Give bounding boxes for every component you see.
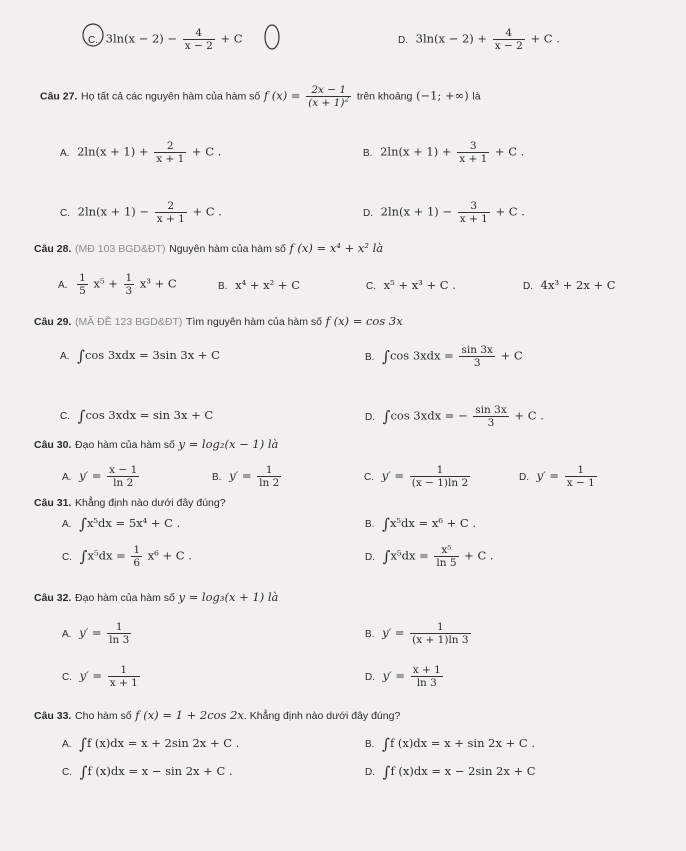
option-label: D. bbox=[523, 281, 533, 292]
option-label: B. bbox=[365, 519, 375, 530]
option-text: x⁵dx = x⁶ + C . bbox=[389, 516, 476, 530]
q27-option-b[interactable] bbox=[363, 140, 524, 165]
option-label: C. bbox=[60, 207, 70, 219]
option-text: + C . bbox=[191, 144, 222, 159]
option-label: D. bbox=[365, 767, 375, 778]
question-text: Đạo hàm của hàm số bbox=[75, 592, 175, 604]
q30-option-a[interactable] bbox=[62, 464, 141, 489]
question-text: Họ tất cả các nguyên hàm của hàm số bbox=[81, 90, 261, 103]
function-expr: y = log₃(x + 1) là bbox=[178, 590, 279, 604]
q33-option-c[interactable] bbox=[62, 764, 233, 780]
option-text: x⁶ + C . bbox=[147, 548, 192, 563]
option-text: 2ln(x + 1) + bbox=[77, 144, 149, 159]
option-text: + C . bbox=[192, 204, 222, 219]
q27-option-d[interactable] bbox=[363, 200, 525, 225]
q33-option-a[interactable] bbox=[62, 736, 239, 752]
option-text: 2ln(x + 1) − bbox=[77, 204, 150, 219]
question-number: Câu 30. bbox=[34, 439, 72, 451]
q30-option-c[interactable] bbox=[364, 464, 472, 489]
option-text: x⁵ + x³ + C . bbox=[383, 278, 456, 292]
integral-sign: ∫ bbox=[382, 407, 391, 426]
option-text: x³ + C bbox=[139, 276, 177, 291]
question-number: Câu 28. bbox=[34, 243, 72, 255]
function-expr: f (x) = 1 + 2cos 2x bbox=[135, 708, 244, 722]
option-text: 2ln(x + 1) − bbox=[380, 204, 453, 219]
function-expr: f (x) = bbox=[263, 88, 301, 103]
q27-stem bbox=[40, 84, 481, 109]
q31-option-b[interactable] bbox=[365, 516, 476, 532]
option-text: y′ = bbox=[536, 468, 560, 483]
question-number: Câu 31. bbox=[34, 497, 72, 509]
option-text: 4x³ + 2x + C bbox=[540, 278, 616, 292]
q30-option-d[interactable] bbox=[519, 464, 599, 489]
option-label: C. bbox=[62, 671, 72, 683]
option-text: y′ = bbox=[381, 468, 405, 483]
fraction: $\frac{x - 1}{\ln 2}$ bbox=[109, 464, 138, 489]
q28-option-d[interactable] bbox=[523, 278, 616, 294]
fraction: $\frac{x + 1}{\ln 3}$ bbox=[412, 664, 441, 689]
option-text: cos 3xdx = sin 3x + C bbox=[85, 408, 214, 422]
handwritten-circle-marks bbox=[80, 20, 280, 56]
q26-option-d[interactable] bbox=[398, 27, 560, 52]
option-label: C. bbox=[62, 551, 72, 563]
option-label: A. bbox=[60, 147, 70, 159]
option-label: A. bbox=[62, 739, 72, 750]
q33-option-d[interactable] bbox=[365, 764, 536, 780]
fraction: $\frac{1}{\ln 3}$ bbox=[109, 621, 130, 646]
question-text: Đạo hàm của hàm số bbox=[75, 439, 175, 451]
option-label: A. bbox=[62, 628, 72, 640]
option-text: y′ = bbox=[229, 468, 252, 483]
fraction: $\frac{4}{x - 2}$ bbox=[184, 27, 213, 52]
option-label: B. bbox=[365, 739, 375, 750]
fraction: $\frac{1}{(x - 1)\ln 2}$ bbox=[411, 464, 469, 489]
q32-option-d[interactable] bbox=[365, 664, 445, 689]
function-expr: y = log₂(x − 1) là bbox=[178, 437, 279, 451]
option-label: A. bbox=[58, 279, 68, 291]
option-label: B. bbox=[365, 351, 375, 363]
fraction: $\frac{1}{6}$ bbox=[133, 544, 141, 569]
option-text: f (x)dx = x + sin 2x + C . bbox=[389, 736, 536, 750]
q27-option-c[interactable] bbox=[60, 200, 222, 225]
fraction: $\frac{2}{x + 1}$ bbox=[156, 200, 185, 225]
option-label: D. bbox=[365, 411, 375, 423]
q31-option-c[interactable] bbox=[62, 544, 192, 569]
q28-option-a[interactable] bbox=[58, 272, 177, 297]
question-number: Câu 32. bbox=[34, 592, 72, 604]
option-text: cos 3xdx = bbox=[389, 348, 454, 363]
question-text: Tìm nguyên hàm của hàm số bbox=[186, 316, 323, 328]
option-label: C. bbox=[366, 281, 376, 292]
fraction: $\frac{1}{(x + 1)\ln 3}$ bbox=[412, 621, 469, 646]
q30-option-b[interactable] bbox=[212, 464, 283, 489]
option-label: C. bbox=[364, 471, 374, 483]
fraction: $\frac{1}{x + 1}$ bbox=[109, 664, 138, 689]
fraction: $\frac{\sin 3x}{3}$ bbox=[461, 344, 493, 369]
option-label: B. bbox=[363, 147, 373, 159]
fraction: $\frac{2}{x + 1}$ bbox=[156, 140, 185, 165]
fraction: $\frac{3}{x + 1}$ bbox=[459, 140, 488, 165]
integral-sign: ∫ bbox=[382, 547, 391, 566]
fraction: $\frac{1}{\ln 2}$ bbox=[259, 464, 280, 489]
option-text: + C . bbox=[530, 31, 560, 46]
option-text: + C . bbox=[494, 144, 525, 159]
question-text: Nguyên hàm của hàm số bbox=[169, 243, 286, 255]
option-text: x⁴ + x² + C bbox=[235, 278, 300, 292]
q27-option-a[interactable] bbox=[60, 140, 221, 165]
question-text: trên khoảng bbox=[356, 90, 413, 103]
fraction: $\frac{\text{x⁵}}{\ln 5}$ bbox=[436, 544, 457, 569]
option-text: y′ = bbox=[382, 625, 405, 640]
option-text: f (x)dx = x − sin 2x + C . bbox=[87, 764, 233, 778]
fraction: $\frac{1}{5}$ bbox=[79, 272, 86, 297]
q32-option-b[interactable] bbox=[365, 621, 473, 646]
option-text: cos 3xdx = − bbox=[390, 408, 468, 423]
q29-option-b[interactable] bbox=[365, 344, 523, 369]
option-label: D. bbox=[365, 551, 375, 563]
option-label: B. bbox=[212, 471, 222, 483]
q31-stem bbox=[34, 495, 226, 510]
option-text: x⁵ + bbox=[93, 276, 118, 291]
fraction: $\frac{\sin 3x}{3}$ bbox=[475, 404, 507, 429]
integral-sign: ∫ bbox=[79, 763, 88, 781]
fraction: $\frac{3}{x + 1}$ bbox=[459, 200, 488, 225]
option-label: D. bbox=[398, 34, 408, 46]
option-text: x⁵dx = 5x⁴ + C . bbox=[86, 516, 181, 530]
interval: (−1; +∞) bbox=[416, 88, 469, 103]
q28-stem bbox=[34, 241, 383, 256]
option-text: + C . bbox=[514, 408, 544, 423]
question-number: Câu 33. bbox=[34, 710, 72, 722]
q29-option-c[interactable] bbox=[60, 408, 213, 424]
option-text: cos 3xdx = 3sin 3x + C bbox=[84, 348, 220, 362]
option-text: y′ = bbox=[79, 468, 102, 483]
option-text: 3ln(x − 2) − bbox=[105, 31, 178, 46]
integral-sign: ∫ bbox=[382, 735, 390, 753]
option-label: C. bbox=[62, 767, 72, 778]
q29-stem bbox=[34, 314, 403, 329]
question-text: . Khẳng định nào dưới đây đúng? bbox=[243, 710, 401, 722]
q28-option-c[interactable] bbox=[366, 278, 456, 294]
option-label: A. bbox=[62, 471, 72, 483]
q32-option-c[interactable] bbox=[62, 664, 142, 689]
integral-sign: ∫ bbox=[77, 347, 85, 365]
integral-sign: ∫ bbox=[382, 515, 390, 533]
option-label: D. bbox=[363, 207, 373, 219]
integral-sign: ∫ bbox=[77, 407, 86, 425]
fraction: $\frac{2x - 1}{(x + 1)^2}$ bbox=[308, 84, 350, 109]
fraction: $\frac{4}{x - 2}$ bbox=[494, 27, 523, 52]
option-text: + C . bbox=[495, 204, 525, 219]
q33-stem bbox=[34, 708, 400, 723]
option-text: y′ = bbox=[79, 668, 103, 683]
option-label: C. bbox=[60, 411, 70, 422]
q33-option-b[interactable] bbox=[365, 736, 535, 752]
integral-sign: ∫ bbox=[79, 515, 87, 533]
integral-sign: ∫ bbox=[382, 347, 390, 366]
option-label: A. bbox=[62, 519, 72, 530]
q29-option-d[interactable] bbox=[365, 404, 544, 429]
function-expr: f (x) = x⁴ + x² là bbox=[289, 241, 384, 255]
fraction: $\frac{1}{x - 1}$ bbox=[566, 464, 595, 489]
q31-option-a[interactable] bbox=[62, 516, 180, 532]
option-text: + C . bbox=[464, 548, 494, 563]
option-text: 3ln(x − 2) + bbox=[415, 31, 488, 46]
fraction: $\frac{1}{3}$ bbox=[125, 272, 133, 297]
option-label: A. bbox=[60, 351, 70, 362]
q29-option-a[interactable] bbox=[60, 348, 220, 364]
option-text: x⁵dx = bbox=[87, 548, 126, 563]
q31-option-d[interactable] bbox=[365, 544, 494, 569]
q32-option-a[interactable] bbox=[62, 621, 133, 646]
integral-sign: ∫ bbox=[79, 547, 88, 566]
integral-sign: ∫ bbox=[79, 735, 87, 753]
option-text: x⁵dx = bbox=[390, 548, 429, 563]
function-expr: f (x) = cos 3x bbox=[325, 314, 403, 328]
option-label: D. bbox=[365, 671, 375, 683]
integral-sign: ∫ bbox=[382, 763, 391, 781]
option-text: 2ln(x + 1) + bbox=[380, 144, 452, 159]
question-text: Cho hàm số bbox=[75, 710, 132, 722]
question-number: Câu 27. bbox=[40, 90, 78, 103]
question-number: Câu 29. bbox=[34, 316, 72, 328]
option-text: y′ = bbox=[79, 625, 102, 640]
option-label: B. bbox=[365, 628, 375, 640]
q28-option-b[interactable] bbox=[218, 278, 300, 294]
option-text: f (x)dx = x − 2sin 2x + C bbox=[390, 764, 536, 778]
q30-stem bbox=[34, 437, 278, 452]
option-text: f (x)dx = x + 2sin 2x + C . bbox=[86, 736, 240, 750]
option-label: D. bbox=[519, 471, 529, 483]
option-text: y′ = bbox=[382, 668, 406, 683]
option-label: C. bbox=[88, 34, 98, 46]
question-source: (MÃ ĐỀ 123 BGD&ĐT) bbox=[75, 316, 183, 328]
question-text: là bbox=[472, 90, 481, 103]
option-label: B. bbox=[218, 281, 228, 292]
question-source: (MĐ 103 BGD&ĐT) bbox=[75, 243, 166, 255]
question-text: Khẳng định nào dưới đây đúng? bbox=[75, 497, 226, 509]
q32-stem bbox=[34, 590, 278, 605]
option-text: + C bbox=[500, 348, 523, 363]
option-text: + C bbox=[220, 31, 243, 46]
